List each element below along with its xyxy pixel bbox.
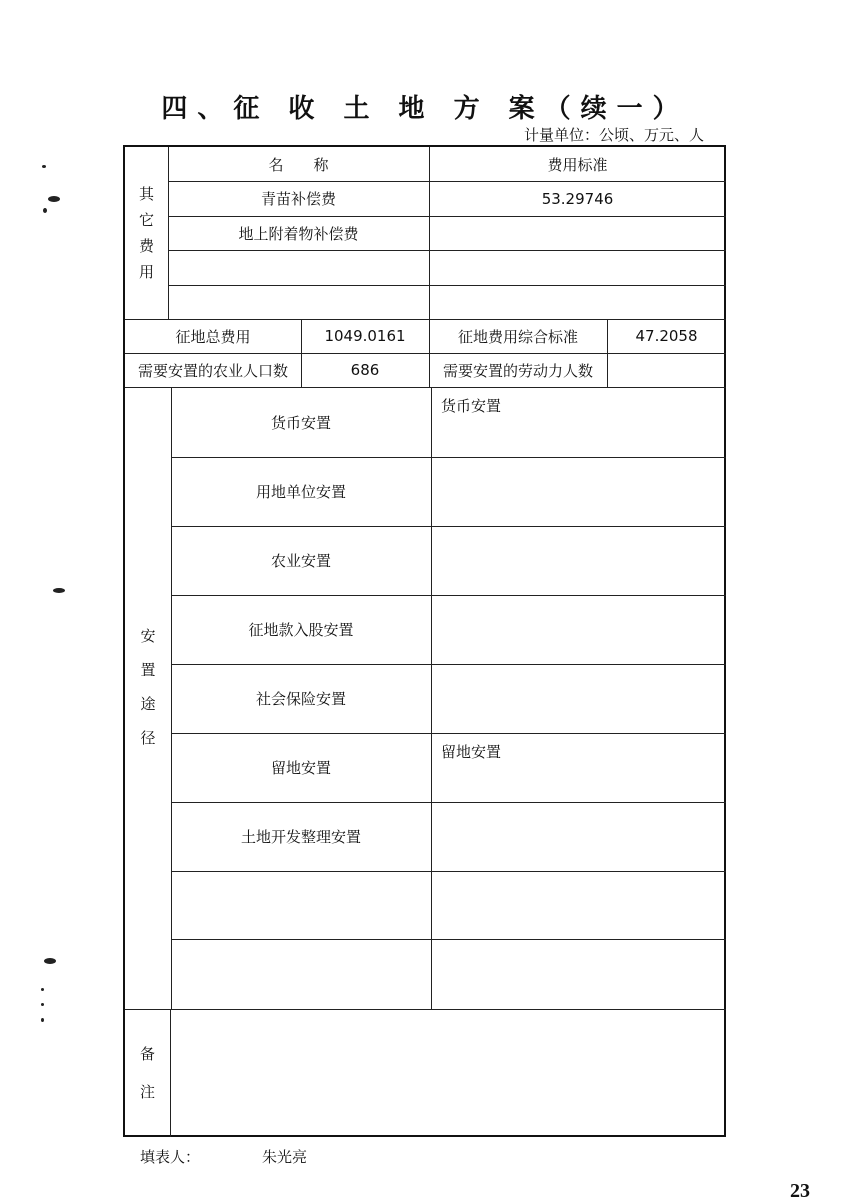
resettlement-method: 社会保险安置 [255,690,346,708]
label-char: 置 [140,661,156,679]
filler-label: 填表人： [140,1148,201,1166]
agri-population-value: 686 [350,361,380,379]
header-standard: 费用标准 [547,155,608,174]
remarks-content [170,1009,726,1137]
filler-name: 朱光亮 [262,1148,308,1166]
resettlement-detail [431,664,726,733]
label-char: 备 [139,1045,155,1063]
scan-speck [53,588,65,593]
scan-speck [41,1018,44,1022]
resettlement-detail [431,526,726,595]
fee-standard-cell [429,216,726,250]
page-number: 23 [790,1180,810,1202]
section-label-other-fees [125,147,168,319]
fee-standard-cell [429,285,726,319]
resettlement-method: 农业安置 [270,552,331,570]
fee-name-cell [168,250,429,285]
fee-name-cell [168,285,429,319]
section-label-remarks [125,1009,170,1137]
header-name: 名 称 [268,155,329,174]
label-char: 费 [138,237,154,255]
resettlement-method: 留地安置 [270,759,331,777]
section-label-resettlement [125,587,171,787]
scan-speck [41,988,44,991]
resettlement-method: 征地款入股安置 [248,621,354,639]
scan-speck [44,958,56,964]
resettlement-detail [431,939,726,1009]
resettlement-detail: 货币安置 [441,397,502,415]
resettlement-detail [431,802,726,871]
label-char: 径 [140,729,156,747]
resettlement-method: 土地开发整理安置 [240,828,361,846]
label-char: 它 [138,211,154,229]
total-fee-label: 征地总费用 [175,327,251,346]
resettlement-method: 用地单位安置 [255,483,346,501]
fee-standard-cell [429,250,726,285]
label-char: 安 [140,627,156,645]
label-char: 用 [138,263,154,281]
fee-name-cell: 青苗补偿费 [260,190,336,208]
label-char: 途 [140,695,156,713]
scan-speck [48,196,60,202]
scan-speck [42,165,46,168]
composite-standard-value: 47.2058 [635,327,698,345]
resettlement-detail [431,457,726,526]
label-char: 其 [138,185,154,203]
agri-population-label: 需要安置的农业人口数 [137,361,288,380]
labor-count-label: 需要安置的劳动力人数 [442,361,593,380]
total-fee-value: 1049.0161 [324,327,406,345]
unit-note: 计量单位：公顷、万元、人 [523,126,704,144]
scan-speck [41,1003,44,1006]
resettlement-detail [431,595,726,664]
labor-count-value [607,353,726,387]
composite-standard-label: 征地费用综合标准 [457,327,578,346]
resettlement-method: 货币安置 [270,413,331,432]
page-title: 四、征 收 土 地 方 案（续一） [161,94,689,124]
scan-speck [43,208,47,213]
label-char: 注 [139,1083,155,1101]
land-acquisition-table [123,145,726,1137]
fee-standard-cell: 53.29746 [541,189,614,208]
resettlement-detail: 留地安置 [441,743,502,761]
resettlement-detail [431,871,726,939]
fee-name-cell: 地上附着物补偿费 [238,224,359,243]
resettlement-method [171,939,431,1009]
resettlement-method [171,871,431,939]
